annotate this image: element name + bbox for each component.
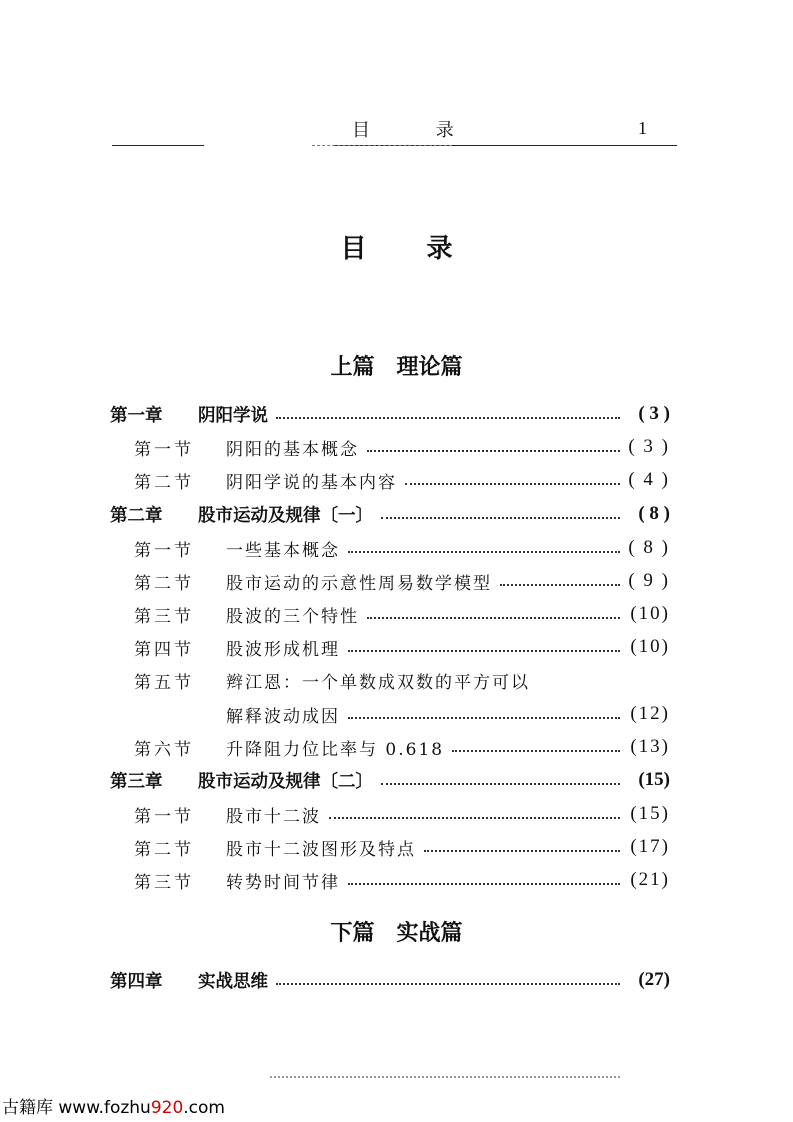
page-ref: (10) bbox=[630, 603, 670, 624]
toc-entry-section[interactable] bbox=[134, 734, 670, 760]
dot-leader bbox=[424, 850, 620, 852]
toc-entry-chapter-3[interactable] bbox=[110, 767, 670, 793]
dot-leader bbox=[381, 783, 620, 785]
chapter-title: 实战思维 bbox=[198, 971, 268, 992]
section-number: 第五节 bbox=[134, 672, 194, 693]
toc-entry-section[interactable] bbox=[134, 601, 670, 627]
toc-entry-chapter-2[interactable] bbox=[110, 501, 670, 527]
watermark-prefix: 古籍库 www.fozhu bbox=[2, 1098, 151, 1118]
running-head bbox=[112, 116, 677, 146]
toc-entry-section[interactable] bbox=[134, 568, 670, 594]
section-title-continuation: 解释波动成因 bbox=[226, 706, 340, 727]
dot-leader bbox=[381, 517, 620, 519]
dot-leader bbox=[276, 983, 620, 985]
section-number: 第一节 bbox=[134, 439, 194, 460]
part-title-upper bbox=[0, 350, 793, 381]
watermark-suffix: .com bbox=[183, 1098, 225, 1118]
page-ref: (15) bbox=[630, 803, 670, 824]
toc-title: 目录 bbox=[340, 234, 513, 264]
section-title: 股市十二波 bbox=[226, 806, 321, 827]
toc-entry-section-multiline[interactable] bbox=[134, 667, 670, 693]
section-title: 升降阻力位比率与 0.618 bbox=[226, 739, 445, 760]
section-number: 第一节 bbox=[134, 540, 194, 561]
section-title: 股波的三个特性 bbox=[226, 606, 359, 627]
section-title: 股波形成机理 bbox=[226, 639, 340, 660]
toc-entry-section[interactable] bbox=[134, 867, 670, 893]
toc-entry-chapter-1[interactable] bbox=[110, 401, 670, 427]
toc-entry-section[interactable] bbox=[134, 834, 670, 860]
chapter-title: 股市运动及规律〔二〕 bbox=[198, 771, 373, 792]
dot-leader bbox=[348, 883, 620, 885]
section-number: 第四节 bbox=[134, 639, 194, 660]
toc-entry-section[interactable] bbox=[134, 467, 670, 493]
page-ref: (27) bbox=[638, 969, 670, 990]
page-ref: (21) bbox=[630, 869, 670, 890]
page-ref: ( 9 ) bbox=[628, 570, 670, 591]
section-number: 第二节 bbox=[134, 472, 194, 493]
running-head-title: 目 录 bbox=[352, 120, 484, 141]
watermark bbox=[2, 1093, 225, 1118]
dot-leader bbox=[348, 650, 620, 652]
page-ref: (17) bbox=[630, 836, 670, 857]
section-number: 第二节 bbox=[134, 573, 194, 594]
chapter-number: 第三章 bbox=[110, 771, 163, 792]
page-ref: ( 8 ) bbox=[628, 537, 670, 558]
section-number: 第三节 bbox=[134, 872, 194, 893]
toc-entry-section-continuation[interactable] bbox=[226, 701, 670, 727]
chapter-number: 第一章 bbox=[110, 405, 163, 426]
section-title: 阴阳学说的基本内容 bbox=[226, 472, 397, 493]
chapter-number: 第二章 bbox=[110, 505, 163, 526]
section-number: 第二节 bbox=[134, 839, 194, 860]
page-ref: ( 8 ) bbox=[638, 503, 670, 524]
section-number: 第三节 bbox=[134, 606, 194, 627]
part-title-lower bbox=[0, 916, 793, 947]
section-title: 转势时间节律 bbox=[226, 872, 340, 893]
page-ref: (10) bbox=[630, 636, 670, 657]
dot-leader bbox=[329, 817, 620, 819]
page-ref: ( 3 ) bbox=[638, 403, 670, 424]
part-name: 理论篇 bbox=[396, 355, 463, 380]
dot-leader bbox=[405, 483, 620, 485]
toc-entry-section[interactable] bbox=[134, 801, 670, 827]
toc-entry-chapter-4[interactable] bbox=[110, 967, 670, 993]
dot-leader bbox=[452, 750, 620, 752]
section-title: 股市十二波图形及特点 bbox=[226, 839, 416, 860]
header-rule-dashes bbox=[312, 145, 452, 146]
running-head-page-number: 1 bbox=[638, 118, 647, 138]
section-number: 第六节 bbox=[134, 739, 194, 760]
toc-entry-section[interactable] bbox=[134, 535, 670, 561]
dot-leader bbox=[276, 417, 620, 419]
dot-leader bbox=[348, 551, 620, 553]
part-label: 上篇 bbox=[330, 355, 375, 380]
chapter-number: 第四章 bbox=[110, 971, 163, 992]
page-ref: ( 4 ) bbox=[628, 469, 670, 490]
section-title: 辫江恩：一个单数成双数的平方可以 bbox=[226, 672, 530, 693]
part-name: 实战篇 bbox=[396, 921, 463, 946]
chapter-title: 股市运动及规律〔一〕 bbox=[198, 505, 373, 526]
page-ref: (15) bbox=[638, 769, 670, 790]
page-ref: (13) bbox=[630, 736, 670, 757]
section-title: 一些基本概念 bbox=[226, 540, 340, 561]
section-title: 股市运动的示意性周易数学模型 bbox=[226, 573, 492, 594]
page-ref: (12) bbox=[630, 703, 670, 724]
watermark-highlight: 920 bbox=[150, 1098, 184, 1118]
dot-leader bbox=[367, 450, 620, 452]
dot-leader bbox=[500, 584, 620, 586]
part-label: 下篇 bbox=[330, 921, 375, 946]
section-number: 第一节 bbox=[134, 806, 194, 827]
section-title: 阴阳的基本概念 bbox=[226, 439, 359, 460]
toc-entry-section[interactable] bbox=[134, 434, 670, 460]
chapter-title: 阴阳学说 bbox=[198, 405, 268, 426]
dot-leader bbox=[348, 717, 620, 719]
page-ref: ( 3 ) bbox=[628, 436, 670, 457]
scan-noise bbox=[270, 1076, 620, 1082]
dot-leader bbox=[367, 617, 620, 619]
toc-entry-section[interactable] bbox=[134, 634, 670, 660]
